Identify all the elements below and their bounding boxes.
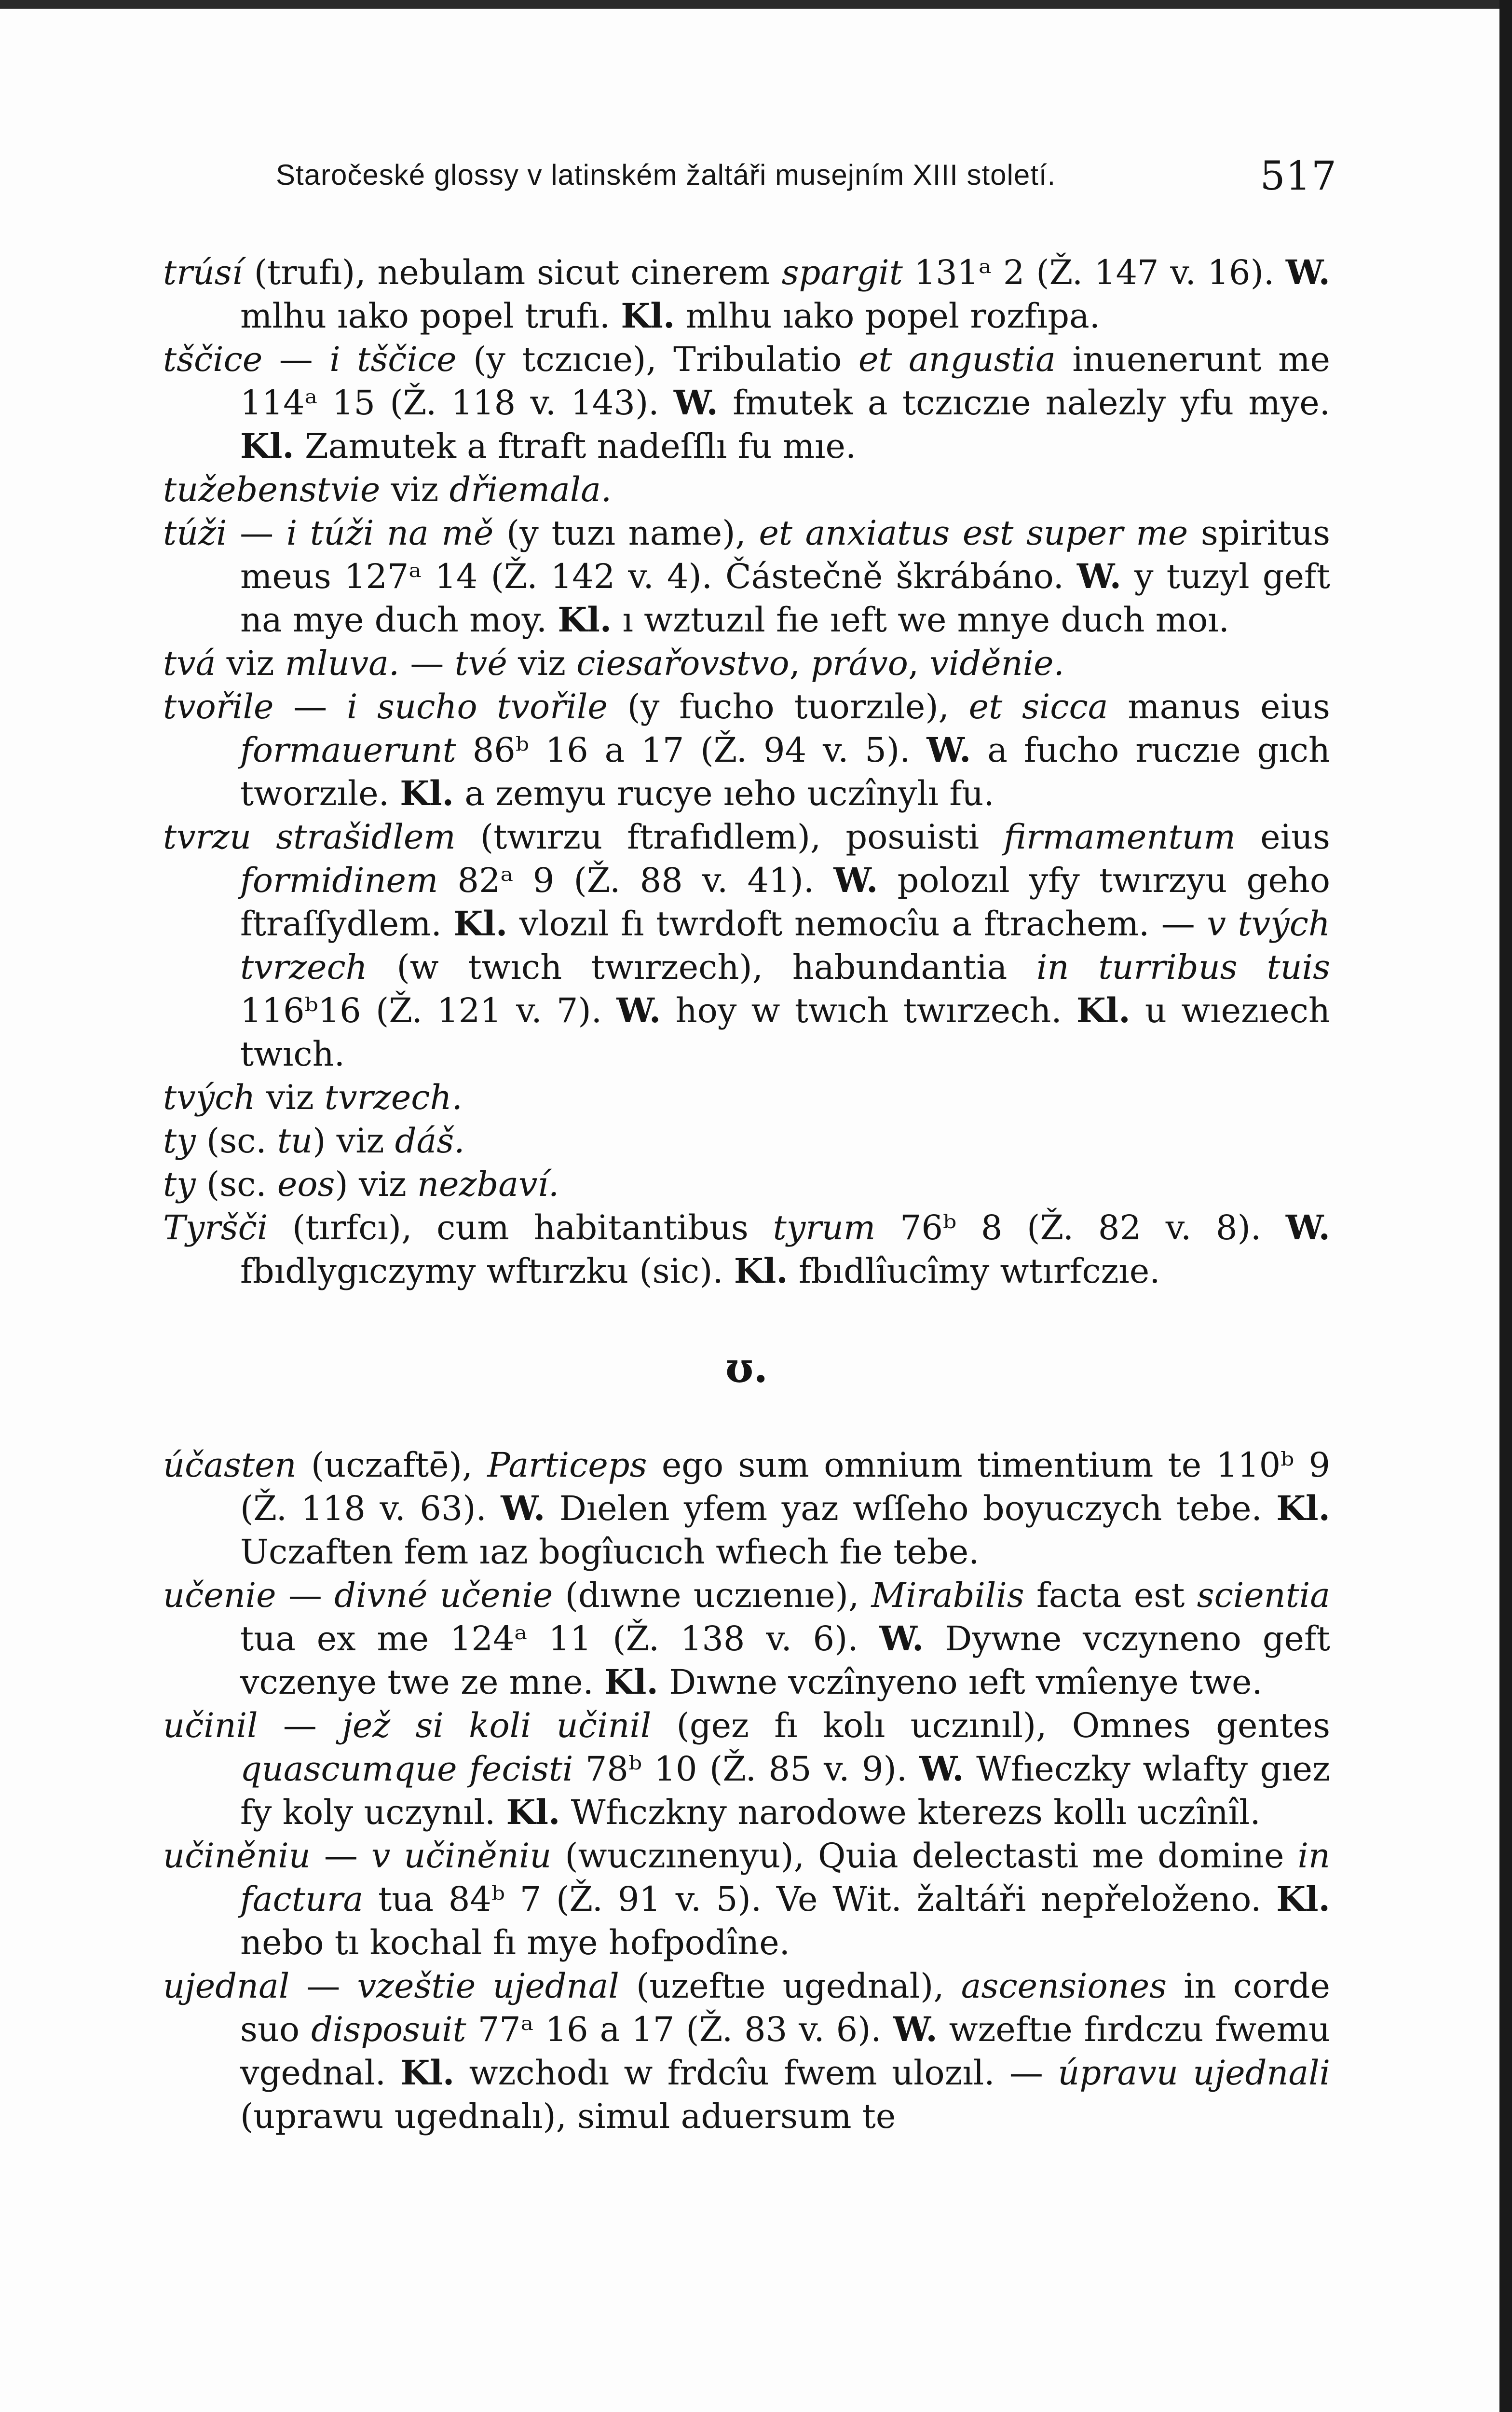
italic-term: tvořile bbox=[163, 687, 274, 726]
entry-text: 77ᵃ 16 a 17 (Ž. 83 v. 6). bbox=[466, 2010, 893, 2049]
source-siglum: W. bbox=[926, 730, 971, 770]
entry-text: mlhu ıako popel trufı. bbox=[240, 296, 621, 336]
source-siglum: W. bbox=[919, 1749, 964, 1789]
italic-term: dřiemala. bbox=[449, 470, 612, 509]
glossary-entry bbox=[163, 642, 1330, 685]
italic-term: spargit bbox=[781, 253, 903, 292]
entry-text: viz bbox=[255, 1078, 325, 1117]
glossary-entry bbox=[163, 338, 1330, 468]
entry-text: ) viz bbox=[313, 1121, 395, 1161]
entry-text: wzchodı w frdcîu fwem ulozıl. — bbox=[454, 2053, 1058, 2093]
italic-term: disposuit bbox=[311, 2010, 466, 2049]
italic-term: tščice bbox=[163, 340, 263, 379]
entry-text: inuenerunt me 114ᵃ 15 (Ž. 118 v. 143). bbox=[240, 340, 1330, 423]
running-header bbox=[276, 153, 1337, 197]
italic-term: tu bbox=[277, 1121, 313, 1161]
entry-text: 86ᵇ 16 a 17 (Ž. 94 v. 5). bbox=[456, 730, 927, 770]
italic-term: úpravu ujednali bbox=[1058, 2053, 1330, 2093]
source-siglum: Kl. bbox=[621, 296, 675, 336]
source-siglum: W. bbox=[893, 2009, 938, 2049]
italic-term: in turribus tuis bbox=[1036, 947, 1330, 987]
entry-text: 82ᵃ 9 (Ž. 88 v. 41). bbox=[438, 861, 834, 900]
entry-text: u wıezıech twıch. bbox=[240, 991, 1331, 1074]
glossary-entry bbox=[163, 1076, 1330, 1119]
scan-edge-top bbox=[0, 0, 1512, 9]
source-siglum: Kl. bbox=[400, 773, 454, 813]
entry-text: wzeftıe fırdczu fwemu vgednal. bbox=[240, 2010, 1330, 2093]
entry-text: (tırfcı), cum habitantibus bbox=[268, 1208, 773, 1247]
entry-text: ı wztuzıl fıe ıeft we mnye duch moı. bbox=[612, 600, 1229, 640]
source-siglum: W. bbox=[501, 1488, 545, 1528]
entry-text: (y tuzı name), bbox=[493, 513, 759, 553]
italic-term: jež si koli učinil bbox=[342, 1706, 652, 1745]
italic-term: divné učenie bbox=[334, 1576, 553, 1615]
entry-text: spiritus meus 127ᵃ 14 (Ž. 142 v. 4). Částečně škrábáno. bbox=[240, 513, 1330, 596]
italic-term: formidinem bbox=[240, 861, 438, 900]
italic-term: et angustia bbox=[858, 340, 1056, 379]
italic-term: ty bbox=[163, 1121, 196, 1161]
entry-text: (uzeftıe ugednal), bbox=[619, 1966, 961, 2006]
entry-text: — bbox=[289, 1966, 357, 2006]
italic-term: ciesařovstvo bbox=[576, 644, 790, 683]
entry-text: — bbox=[273, 687, 347, 726]
entry-text: in corde suo bbox=[240, 1966, 1330, 2049]
source-siglum: W. bbox=[1076, 556, 1121, 596]
page-number: 517 bbox=[1260, 153, 1337, 199]
italic-term: tvých bbox=[163, 1078, 256, 1117]
italic-term: tvé bbox=[454, 644, 507, 683]
glossary-entry bbox=[163, 511, 1330, 642]
entry-text: nebo tı kochal fı mye hofpodîne. bbox=[240, 1923, 790, 1962]
italic-term: dáš. bbox=[395, 1121, 465, 1161]
source-siglum: Kl. bbox=[604, 1662, 658, 1702]
italic-term: tvá bbox=[163, 644, 216, 683]
entry-text: 116ᵇ16 (Ž. 121 v. 7). bbox=[240, 991, 617, 1030]
entry-text: Wfıczkny narodowe kterezs kollı uczînîl. bbox=[560, 1793, 1261, 1832]
entry-text: viz bbox=[380, 470, 450, 509]
glossary-entry bbox=[163, 1834, 1330, 1964]
italic-term: viděnie. bbox=[929, 644, 1064, 683]
entry-text: (dıwne uczıenıe), bbox=[553, 1576, 872, 1615]
entry-text: tua ex me 124ᵃ 11 (Ž. 138 v. 6). bbox=[240, 1619, 880, 1658]
italic-term: i sucho tvořile bbox=[347, 687, 608, 726]
entry-text: mlhu ıako popel rozfıpa. bbox=[675, 296, 1101, 336]
entry-text: — bbox=[310, 1836, 371, 1876]
entry-text: vlozıl fı twrdoft nemocîu a ftrachem. — bbox=[507, 904, 1207, 944]
entry-text: a zemyu rucye ıeho uczînylı fu. bbox=[454, 774, 994, 813]
source-siglum: Kl. bbox=[1276, 1488, 1330, 1528]
entry-text: (twırzu ftrafıdlem), posuisti bbox=[455, 817, 1004, 857]
italic-term: et anxiatus est super me bbox=[759, 513, 1188, 553]
glossary-entry bbox=[163, 1964, 1330, 2138]
entry-text: hoy w twıch twırzech. bbox=[661, 991, 1076, 1030]
source-siglum: Kl. bbox=[734, 1251, 788, 1291]
entry-text: viz bbox=[216, 644, 285, 683]
italic-term: i tščice bbox=[329, 340, 457, 379]
italic-term: učinil bbox=[163, 1706, 258, 1745]
entry-text: 76ᵇ 8 (Ž. 82 v. 8). bbox=[875, 1208, 1286, 1247]
italic-term: eos bbox=[277, 1165, 335, 1204]
entry-text: Dıwne vczînyeno ıeft vmîenye twe. bbox=[658, 1662, 1263, 1702]
source-siglum: Kl. bbox=[1076, 990, 1131, 1030]
italic-term: Particeps bbox=[487, 1445, 647, 1485]
section-letter-u: ʊ. bbox=[725, 1343, 768, 1392]
entry-text: (sc. bbox=[195, 1121, 277, 1161]
glossary-entry bbox=[163, 685, 1330, 815]
italic-term: formauerunt bbox=[240, 730, 456, 770]
italic-term: tvrzech. bbox=[324, 1078, 463, 1117]
entry-text: 131ᵃ 2 (Ž. 147 v. 16). bbox=[902, 253, 1286, 292]
entry-text: , bbox=[908, 644, 930, 683]
glossary-entry bbox=[163, 815, 1330, 1076]
italic-term: in factura bbox=[240, 1836, 1330, 1919]
glossary-entry bbox=[163, 1704, 1330, 1834]
italic-term: i túži na mě bbox=[286, 513, 494, 553]
entry-text: ) viz bbox=[335, 1165, 418, 1204]
source-siglum: Kl. bbox=[240, 426, 294, 466]
glossary-body bbox=[163, 251, 1330, 2138]
source-siglum: Kl. bbox=[1276, 1879, 1330, 1919]
scan-edge-right bbox=[1499, 0, 1512, 2412]
header-title: Staročeské glossy v latinském žaltáři musejním XIII století. bbox=[276, 159, 1056, 191]
glossary-entry bbox=[163, 251, 1330, 338]
entry-text: — bbox=[399, 644, 455, 683]
entry-text: (gez fı kolı uczınıl), Omnes gentes bbox=[651, 1706, 1330, 1745]
italic-term: tvrzu strašidlem bbox=[163, 817, 456, 857]
italic-term: túži bbox=[163, 513, 227, 553]
italic-term: právo bbox=[811, 644, 908, 683]
italic-term: účasten bbox=[163, 1445, 297, 1485]
entry-text: fbıdlygıczymy wftırzku (sic). bbox=[240, 1251, 734, 1291]
glossary-entry bbox=[163, 1163, 1330, 1206]
entry-text: fbıdlîucîmy wtırfczıe. bbox=[788, 1251, 1160, 1291]
italic-term: quascumque fecisti bbox=[240, 1749, 573, 1789]
italic-term: ujednal bbox=[163, 1966, 290, 2006]
entry-text: Zamutek a ftraft nadeſſlı fu mıe. bbox=[294, 426, 857, 466]
italic-term: mluva. bbox=[285, 644, 400, 683]
entry-text: 78ᵇ 10 (Ž. 85 v. 9). bbox=[573, 1749, 920, 1789]
italic-term: scientia bbox=[1197, 1576, 1330, 1615]
italic-term: firmamentum bbox=[1004, 817, 1236, 857]
italic-term: ty bbox=[163, 1165, 196, 1204]
entries-after-section bbox=[163, 1443, 1330, 2138]
entry-text: Dıelen yfem yaz wſſeho boyuczych tebe. bbox=[545, 1489, 1277, 1528]
entry-text: (w twıch twırzech), habundantia bbox=[367, 947, 1037, 987]
source-siglum: Kl. bbox=[558, 600, 612, 640]
entry-text: (wuczınenyu), Quia delectasti me domine bbox=[551, 1836, 1298, 1876]
entries-before-section bbox=[163, 251, 1330, 1293]
italic-term: et sicca bbox=[968, 687, 1108, 726]
entry-text: (uczaftē), bbox=[296, 1445, 488, 1485]
source-siglum: W. bbox=[833, 860, 878, 900]
italic-term: Mirabilis bbox=[871, 1576, 1024, 1615]
entry-text: (uprawu ugednalı), simul aduersum te bbox=[240, 2097, 896, 2136]
entry-text: a fucho ruczıe gıch tworzıle. bbox=[240, 730, 1330, 813]
entry-text: Uczaften fem ıaz bogîucıch wfıech fıe tebe. bbox=[240, 1532, 980, 1572]
italic-term: učenie bbox=[163, 1576, 276, 1615]
entry-text: facta est bbox=[1024, 1576, 1197, 1615]
entry-text: tua 84ᵇ 7 (Ž. 91 v. 5). Ve Wit. žaltáři nepřeloženo. bbox=[363, 1879, 1277, 1919]
italic-term: Tyršči bbox=[163, 1208, 268, 1247]
source-siglum: W. bbox=[1285, 1207, 1330, 1247]
entry-text: eius bbox=[1236, 817, 1330, 857]
source-siglum: W. bbox=[673, 383, 718, 423]
entry-text: — bbox=[276, 1576, 335, 1615]
italic-term: v tvých tvrzech bbox=[240, 904, 1330, 987]
entry-text: fmutek a tczıczıe nalezly yfu mye. bbox=[718, 383, 1330, 423]
entry-text: Wfıeczky wlafty gıez fy koly uczynıl. bbox=[240, 1749, 1330, 1832]
glossary-entry bbox=[163, 1574, 1330, 1704]
glossary-entry bbox=[163, 1206, 1330, 1293]
italic-term: učiněniu bbox=[163, 1836, 311, 1876]
italic-term: tyrum bbox=[773, 1208, 876, 1247]
entry-text: (y fucho tuorzıle), bbox=[607, 687, 969, 726]
source-siglum: Kl. bbox=[506, 1792, 560, 1832]
entry-text: — bbox=[262, 340, 330, 379]
entry-text: Dywne vczyneno geft vczenye twe ze mne. bbox=[240, 1619, 1330, 1702]
entry-text: polozıl yfy twırzyu geho ftraſſydlem. bbox=[240, 861, 1331, 944]
source-siglum: W. bbox=[1285, 252, 1330, 292]
italic-term: tužebenstvie bbox=[163, 470, 381, 509]
entry-text: — bbox=[227, 513, 286, 553]
source-siglum: Kl. bbox=[453, 904, 508, 944]
entry-text: (y tczıcıe), Tribulatio bbox=[456, 340, 858, 379]
entry-text: y tuzyl geft na mye duch moy. bbox=[240, 557, 1330, 640]
glossary-entry bbox=[163, 1119, 1330, 1163]
entry-text: — bbox=[258, 1706, 342, 1745]
source-siglum: W. bbox=[616, 990, 661, 1030]
italic-term: nezbaví. bbox=[417, 1165, 559, 1204]
source-siglum: W. bbox=[879, 1618, 924, 1658]
italic-term: ascensiones bbox=[961, 1966, 1167, 2006]
italic-term: trúsí bbox=[163, 253, 243, 292]
entry-text: (sc. bbox=[195, 1165, 277, 1204]
italic-term: vzeštie ujednal bbox=[357, 1966, 619, 2006]
source-siglum: Kl. bbox=[400, 2053, 455, 2093]
italic-term: v učiněniu bbox=[371, 1836, 552, 1876]
entry-text: viz bbox=[507, 644, 577, 683]
glossary-entry bbox=[163, 468, 1330, 511]
entry-text: (trufı), nebulam sicut cinerem bbox=[243, 253, 782, 292]
entry-text: ego sum omnium timentium te 110ᵇ 9 (Ž. 118 v. 63). bbox=[240, 1445, 1330, 1528]
glossary-entry bbox=[163, 1443, 1330, 1574]
entry-text: , bbox=[789, 644, 811, 683]
entry-text: manus eius bbox=[1108, 687, 1330, 726]
